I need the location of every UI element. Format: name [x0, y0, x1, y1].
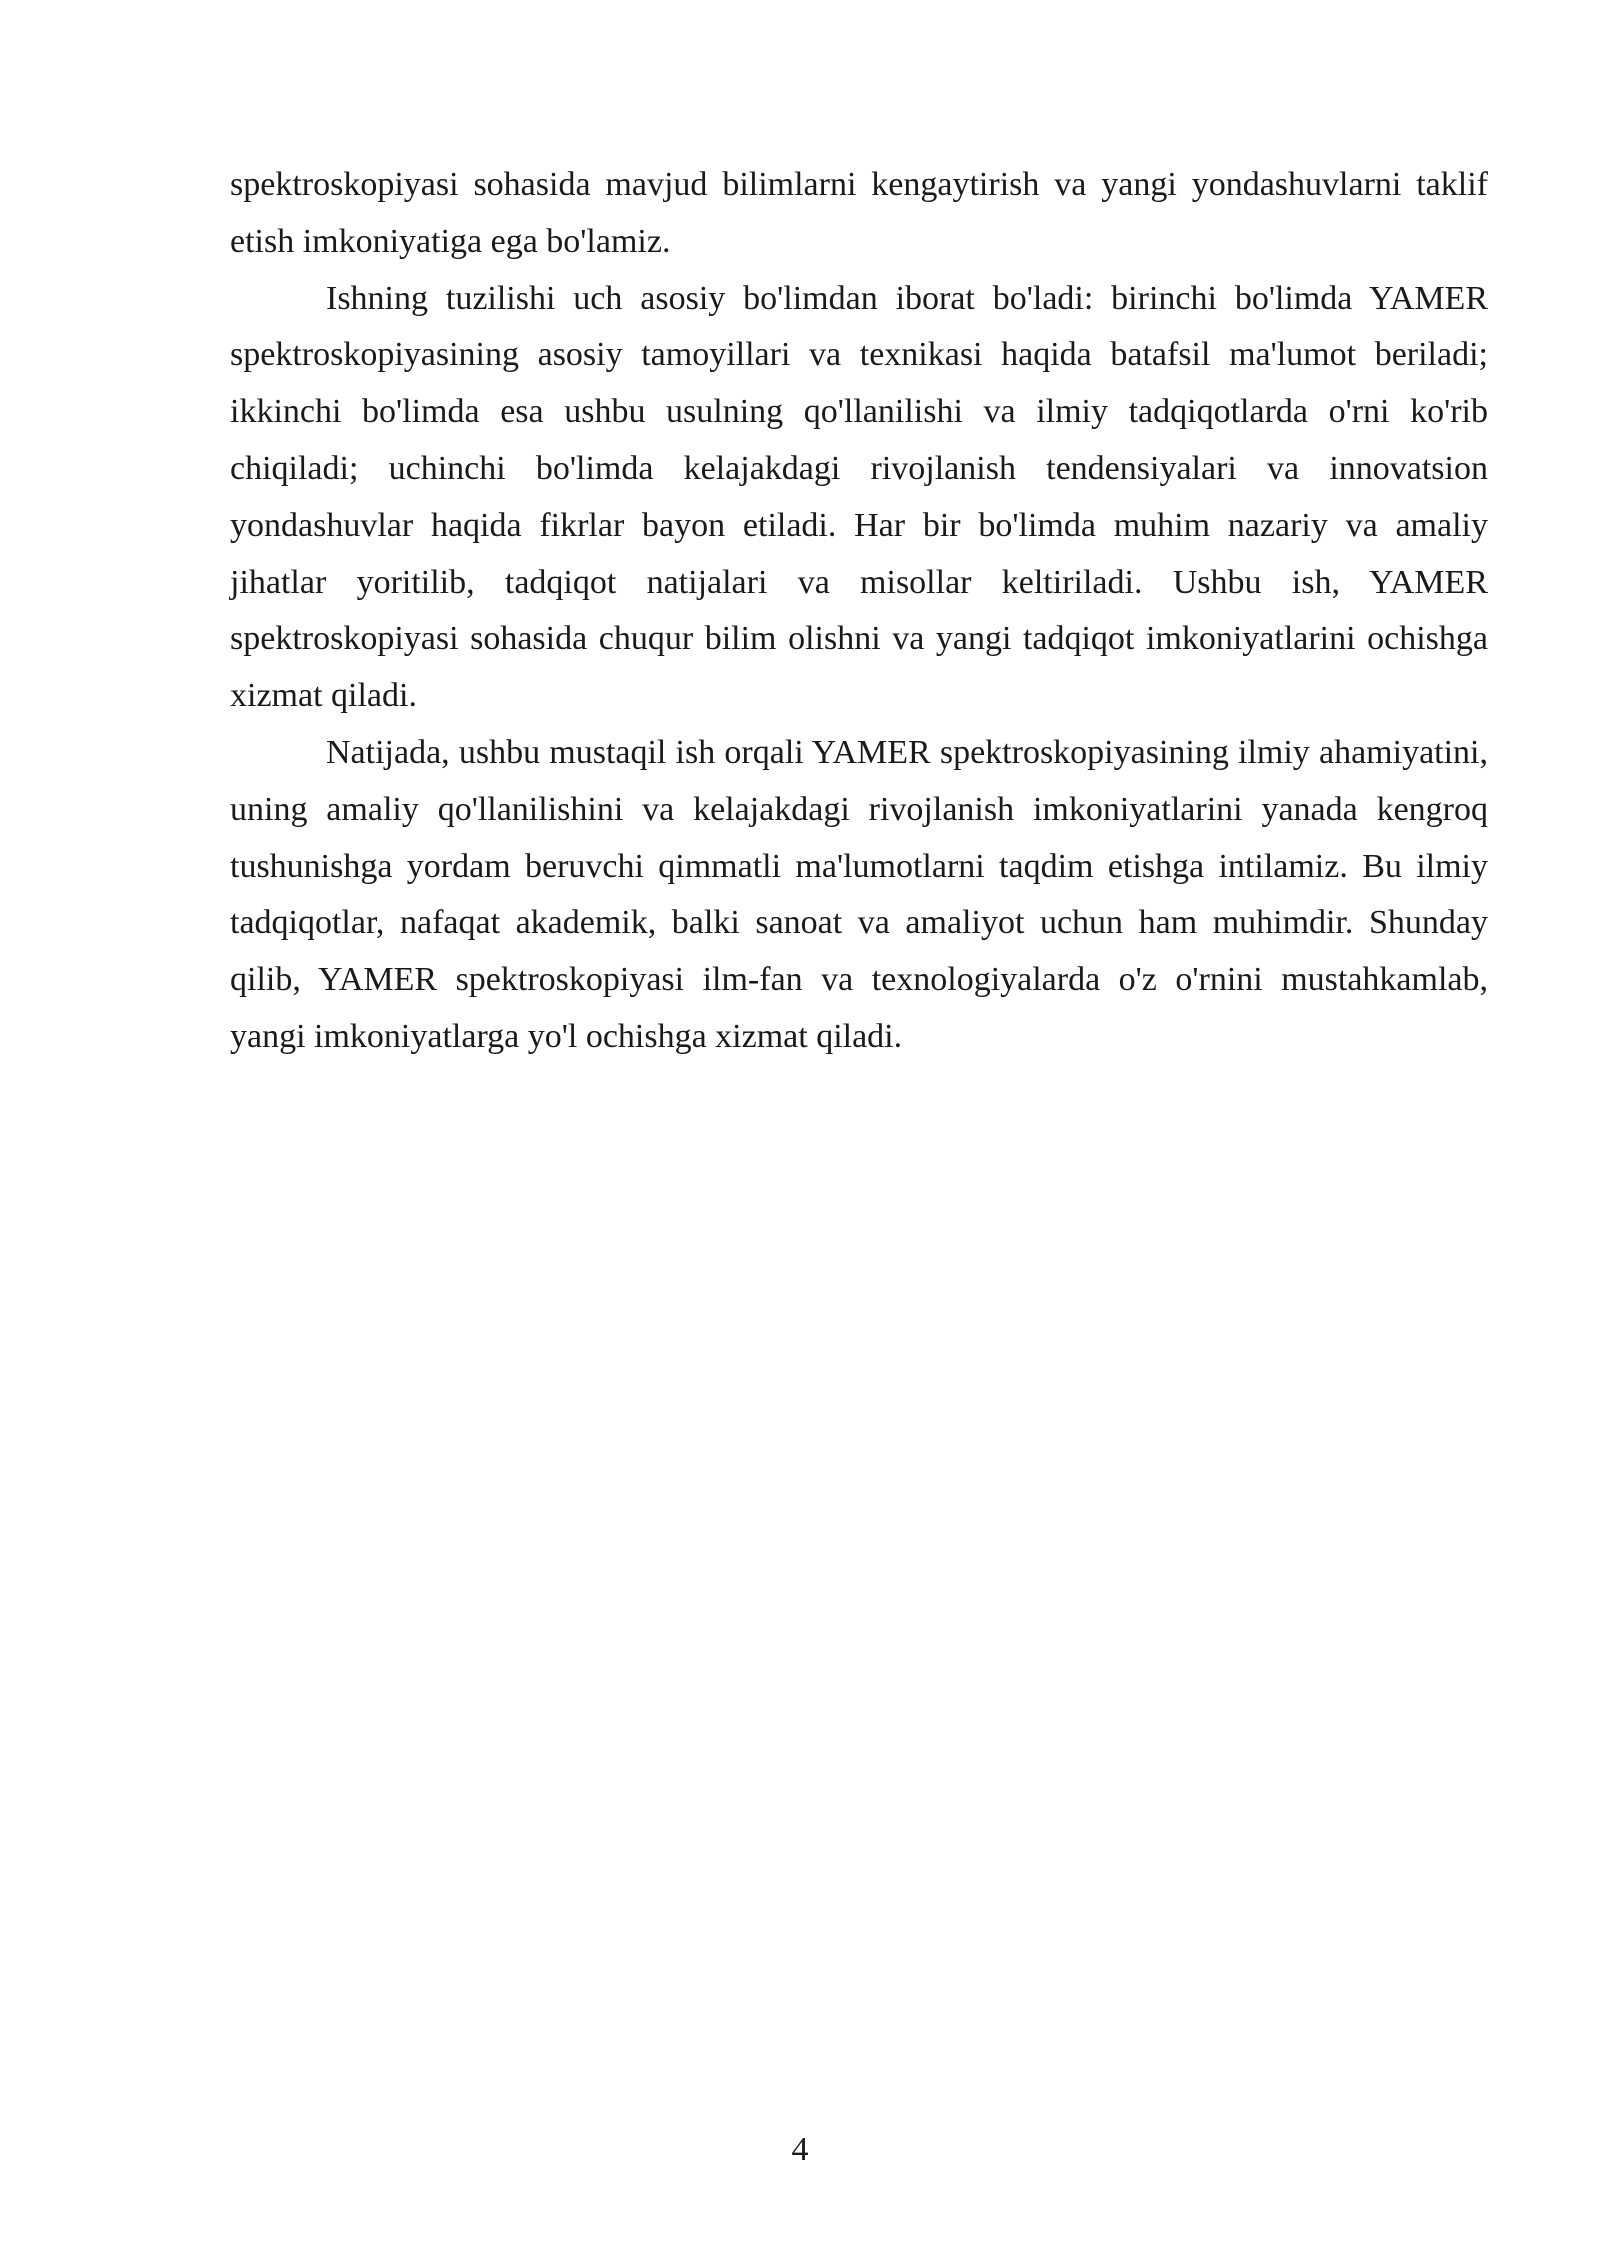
paragraph-structure: Ishning tuzilishi uch asosiy bo'limdan iborat bo'ladi: birinchi bo'limda YAMER spektroskopiyasining asosiy tamoyillari va texnikasi haqida batafsil ma'lumot beriladi; ikkinchi bo'limda esa ushbu usulning qo'llanilishi va ilmiy tadqiqotlarda o'rni ko'rib chiqiladi; uchinchi bo'limda kelajakdagi rivojlanish tendensiyalari va innovatsion yondashuvlar haqida fikrlar bayon etiladi. Har bir bo'limda muhim nazariy va amaliy jihatlar yoritilib, tadqiqot natijalari va misollar keltiriladi. Ushbu ish, YAMER spektroskopiyasi sohasida chuqur bilim olishni va yangi tadqiqot imkoniyatlarini ochishga xizmat qiladi. — [230, 279, 1488, 715]
page-number: 4 — [791, 2131, 809, 2168]
paragraph-conclusion: Natijada, ushbu mustaqil ish orqali YAMER spektroskopiyasining ilmiy ahamiyatini, uning amaliy qo'llanilishini va kelajakdagi rivojlanish imkoniyatlarini yanada kengroq tushunishga yordam beruvchi qimmatli ma'lumotlarni taqdim etishga intilamiz. Bu ilmiy tadqiqotlar, nafaqat akademik, balki sanoat va amaliyot uchun ham muhimdir. Shunday qilib, YAMER spektroskopiyasi ilm-fan va texnologiyalarda o'z o'rnini mustahkamlab, yangi imkoniyatlarga yo'l ochishga xizmat qiladi. — [230, 733, 1488, 1055]
paragraph-continuation: spektroskopiyasi sohasida mavjud bilimlarni kengaytirish va yangi yondashuvlarni taklif etish imkoniyatiga ega bo'lamiz. — [230, 166, 1488, 260]
document-body — [230, 157, 1488, 1066]
